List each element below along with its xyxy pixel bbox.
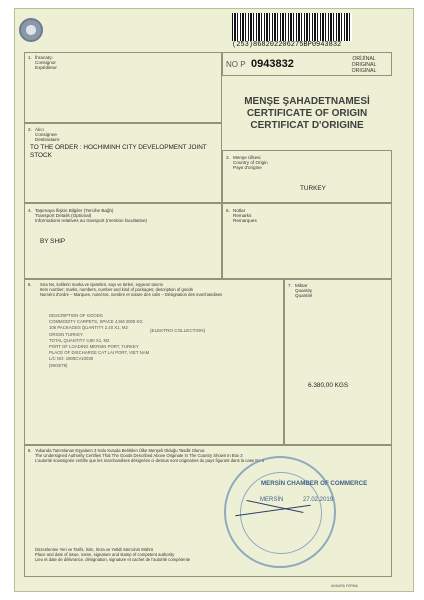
box-2-label-en: Consignee	[35, 132, 57, 137]
footer-tr: Düzenlenme Yeri ve Tarihi, İsim, İmza ve Yetkili Merciinin Mührü	[35, 547, 154, 552]
box-6-label-en: Item number; marks, numbers, number and kind of packages; description of goods	[40, 287, 193, 292]
box-3-country-value: TURKEY	[300, 185, 326, 192]
box-4-number: 4.	[28, 208, 32, 213]
box-7-label-fr: Quantité	[295, 293, 313, 298]
footer-fr: Lieu et date de délivrance, désignation, signature et cachet de l'autorité compétente	[35, 557, 191, 562]
box-2-consignee-value: TO THE ORDER : HOCHIMINH CITY DEVELOPMENT JOINT STOCK	[30, 144, 207, 159]
goods-collection-note: (ELEKTRO COLLECTION)	[150, 328, 206, 333]
box-8-number: 8.	[28, 448, 32, 453]
box-1-label-en: Consignor	[35, 60, 56, 65]
chamber-logo-icon	[19, 18, 43, 42]
box-3-label-fr: Pays d'origine	[233, 165, 262, 170]
box-4-label-fr: Informations relatives au transport (mention facultative)	[35, 218, 148, 223]
box-3-label-tr: Menşe Ülkesi	[233, 155, 261, 160]
box-3-label-en: Country of Origin	[233, 160, 268, 165]
box-5-number: 5.	[226, 208, 230, 213]
stamp-date: 27.02.2019	[303, 497, 334, 503]
box-1-label-fr: Expéditeur	[35, 65, 57, 70]
certificate-number: 0943832	[251, 58, 294, 70]
barcode-text: (253)868202206275BP0943832	[232, 41, 342, 49]
box-7-number: 7.	[288, 283, 292, 288]
box-7-quantity	[284, 279, 392, 445]
box-4-label-tr: Taşımaya İlişkin Bilgiler (Tercihe Bağlı)	[35, 208, 114, 213]
box-1-number: 1.	[28, 55, 32, 60]
footer-en: Place and date of issue, name, signature and stamp of competent authority	[35, 552, 175, 557]
box-6-label-fr: Numéro d'ordre – Marques, numéros, nombre et nature des colis – Désignation des marchandises	[40, 292, 223, 297]
certificate-title: MENŞE ŞAHADETNAMESİ CERTIFICATE OF ORIGIN CERTIFICAT D'ORIGINE	[244, 96, 370, 131]
box-4-label-en: Transport Details (Optional)	[35, 213, 92, 218]
stamp-city: MERSİN	[260, 497, 284, 503]
barcode	[232, 13, 352, 41]
stamp-chamber-name: MERSİN CHAMBER OF COMMERCE	[261, 480, 368, 487]
box-6-label-tr: Sıra No, kolilerin marka ve işaretleri, sayı ve türleri, eşyanın tanımı	[40, 282, 164, 287]
original-label: ORİJİNAL ORIGINAL ORIGINAL	[351, 56, 377, 74]
box-8-text-en: The Undersigned Authority Certifies That The Goods Described Above Originate In The Country Shown In Box 3	[35, 453, 243, 458]
certificate-no-label: NO P	[226, 60, 246, 69]
box-3-number: 3.	[226, 155, 230, 160]
box-2-number: 2.	[28, 127, 32, 132]
box-2-label-tr: Alıcı	[35, 127, 44, 132]
box-5-label-fr: Remarques	[233, 218, 257, 223]
box-5-label-tr: Notlar	[233, 208, 246, 213]
box-5-label-en: Remarks	[233, 213, 252, 218]
box-8-text-fr: L'autorité soussignée certifie que les marchandises désignées ci-dessus sont originaires du pays figurant dans la case No 3	[35, 458, 265, 463]
box-4-transport-value: BY SHIP	[40, 238, 66, 245]
box-7-quantity-value: 6.380,00 KGS	[308, 382, 349, 389]
box-8-text-tr: Yukarıda Tanımlanan Eşyaların 3 Nolu Kutuda Belirtilen Ülke Menşeli Olduğu Tasdik Olunur.	[35, 448, 206, 453]
box-6-number: 6.	[28, 282, 32, 287]
box-7-label-en: Quantity	[295, 288, 313, 293]
box-2-label-fr: Destinataire	[35, 137, 60, 142]
box-7-label-tr: Miktar	[295, 283, 308, 288]
footer-form-code: ANKARA FORMA	[331, 584, 358, 588]
box-1-label-tr: İhracatçı	[35, 55, 53, 60]
goods-description: DESCRIPTION OF GOODS COMMODITY CARPETS, SPACE 4,5M 2000 KG 106 PACKAGES QUANTITY 2,40 X1, M2 ORIGIN TURKEY TOTAL QUANTITY 3,80 X1, M2 PORT OF LOADING MERSIN PORT, TURKEY PLACE OF DISCHARGE CAT LAI PORT, VIET NAM L/C NO: 1900CV10030 (9003/79)	[49, 313, 150, 368]
